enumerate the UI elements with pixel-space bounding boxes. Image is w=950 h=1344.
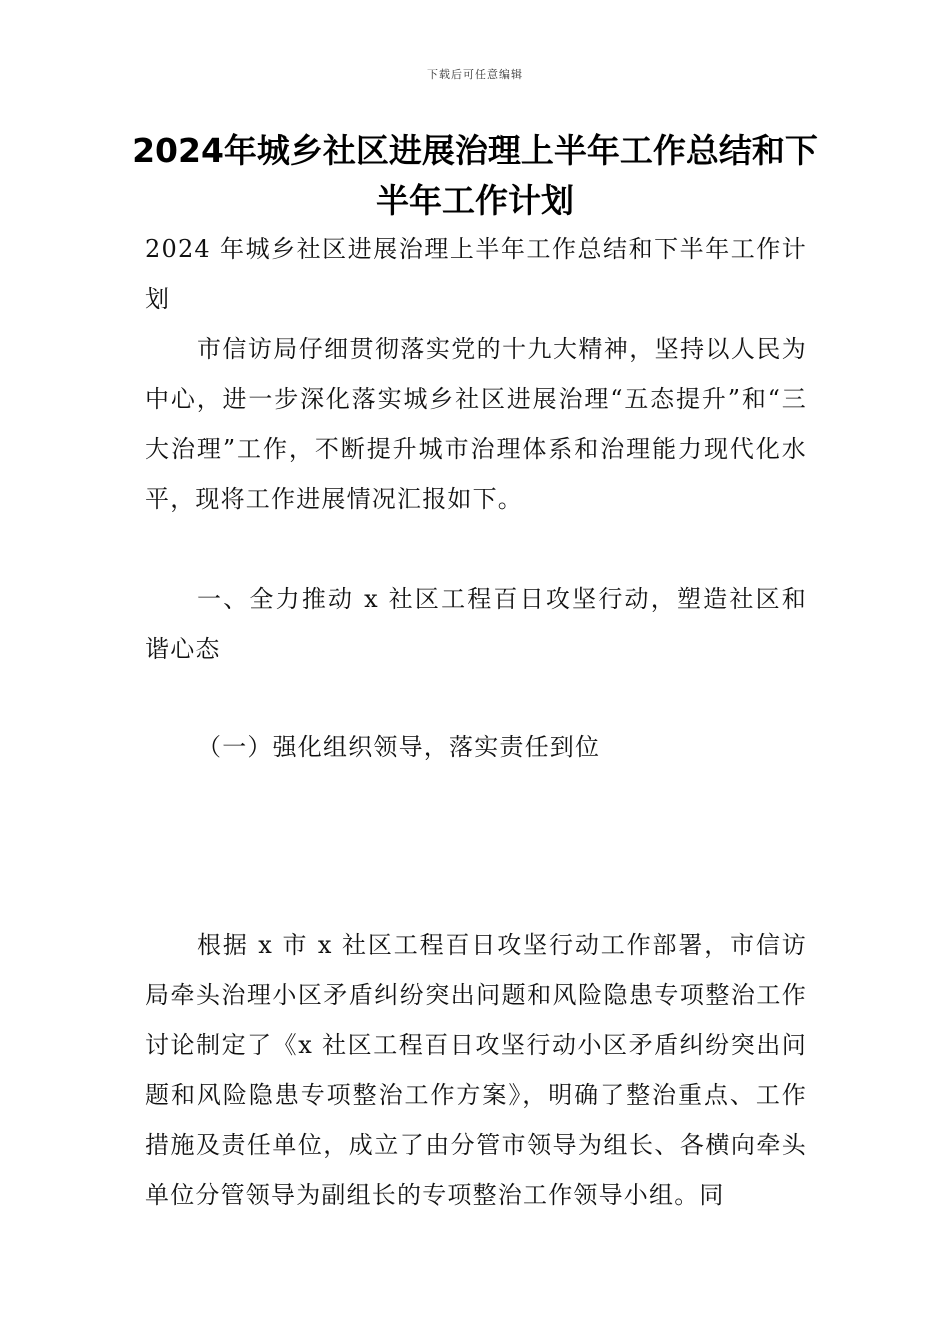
intro-paragraph: 市信访局仔细贯彻落实党的十九大精神，坚持以人民为中心，进一步深化落实城乡社区进展治理“五态提升”和“三大治理”工作，不断提升城市治理体系和治理能力现代化水平，现将工作进展情况汇报如下。 [145,335,807,513]
document-title: 2024年城乡社区进展治理上半年工作总结和下半年工作计划 [132,131,818,220]
body-paragraph: 根据 x 市 x 社区工程百日攻坚行动工作部署，市信访局牵头治理小区矛盾纠纷突出问题和风险隐患专项整治工作讨论制定了《x 社区工程百日攻坚行动小区矛盾纠纷突出问题和风险隐患专项整治工作方案》，明确了整治重点、工作措施及责任单位，成立了由分管市领导为组长、各横向牵头单位分管领导为副组长的专项整治工作领导小组。同 [145,931,807,1209]
subtitle-line: 2024 年城乡社区进展治理上半年工作总结和下半年工作计划 [145,235,807,313]
subsection-heading-1: （一）强化组织领导，落实责任到位 [197,733,601,761]
section-heading-1: 一、全力推动 x 社区工程百日攻坚行动，塑造社区和谐心态 [145,585,807,663]
header-note: 下载后可任意编辑 [427,68,523,81]
